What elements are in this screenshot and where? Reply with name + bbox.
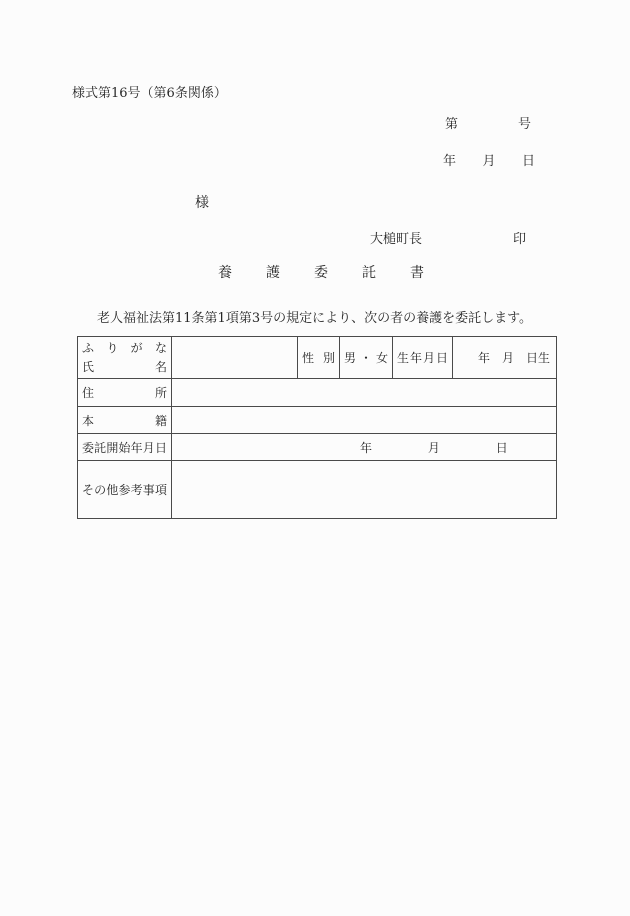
furigana-label: ふ り が な bbox=[82, 340, 167, 355]
domicile-field bbox=[172, 407, 557, 434]
domicile-label-cell bbox=[78, 407, 172, 434]
remarks-label-cell bbox=[78, 461, 172, 519]
sex-header-cell bbox=[298, 337, 340, 379]
addressee-honorific: 様 bbox=[195, 195, 209, 211]
address-field bbox=[172, 379, 557, 407]
table-row-start-date bbox=[78, 434, 557, 461]
document-number-line bbox=[445, 117, 531, 133]
name-label: 氏 名 bbox=[82, 359, 167, 374]
date-year-label: 年 bbox=[443, 154, 457, 169]
name-label-cell bbox=[78, 337, 172, 379]
address-label: 住 所 bbox=[82, 386, 167, 400]
sex-options-cell bbox=[340, 337, 393, 379]
start-date-label: 委 託 開 始 年 月 日 bbox=[82, 440, 167, 455]
form-number: 様式第16号（第6条関係） bbox=[72, 86, 227, 101]
remarks-label: そ の 他 参 考 事 項 bbox=[82, 483, 167, 497]
start-date-label-cell bbox=[78, 434, 172, 461]
table-row-remarks bbox=[78, 461, 557, 519]
date-month-label: 月 bbox=[482, 154, 496, 169]
doc-number-suffix: 号 bbox=[517, 117, 531, 132]
remarks-field bbox=[172, 461, 557, 519]
address-label-cell bbox=[78, 379, 172, 407]
start-month-label: 月 bbox=[427, 440, 440, 455]
table-row-address bbox=[78, 379, 557, 407]
issuer-line bbox=[370, 232, 526, 248]
start-day-label: 日 bbox=[495, 440, 508, 455]
birth-date-field: 年 月 日生 bbox=[453, 337, 557, 379]
domicile-label: 本 籍 bbox=[82, 413, 167, 428]
date-day-label: 日 bbox=[521, 154, 535, 169]
doc-number-prefix: 第 bbox=[445, 117, 459, 132]
birth-date-header: 生 年 月 日 bbox=[397, 351, 448, 365]
sex-header: 性 別 bbox=[302, 351, 335, 365]
table-row-domicile bbox=[78, 407, 557, 434]
start-date-field bbox=[172, 434, 557, 461]
birth-header-cell bbox=[393, 337, 453, 379]
table-row-name bbox=[78, 337, 557, 379]
issue-date-line bbox=[443, 154, 535, 170]
seal-mark: 印 bbox=[512, 232, 526, 247]
name-field bbox=[172, 337, 298, 379]
body-text: 老人福祉法第11条第1項第3号の規定により、次の者の養護を委託します。 bbox=[97, 311, 533, 326]
entrustment-form-table bbox=[77, 336, 557, 519]
start-year-label: 年 bbox=[360, 440, 373, 455]
sex-options: 男 ・ 女 bbox=[344, 351, 388, 365]
document-title: 養護委託書 bbox=[218, 265, 458, 281]
issuer-title: 大槌町長 bbox=[370, 232, 423, 247]
